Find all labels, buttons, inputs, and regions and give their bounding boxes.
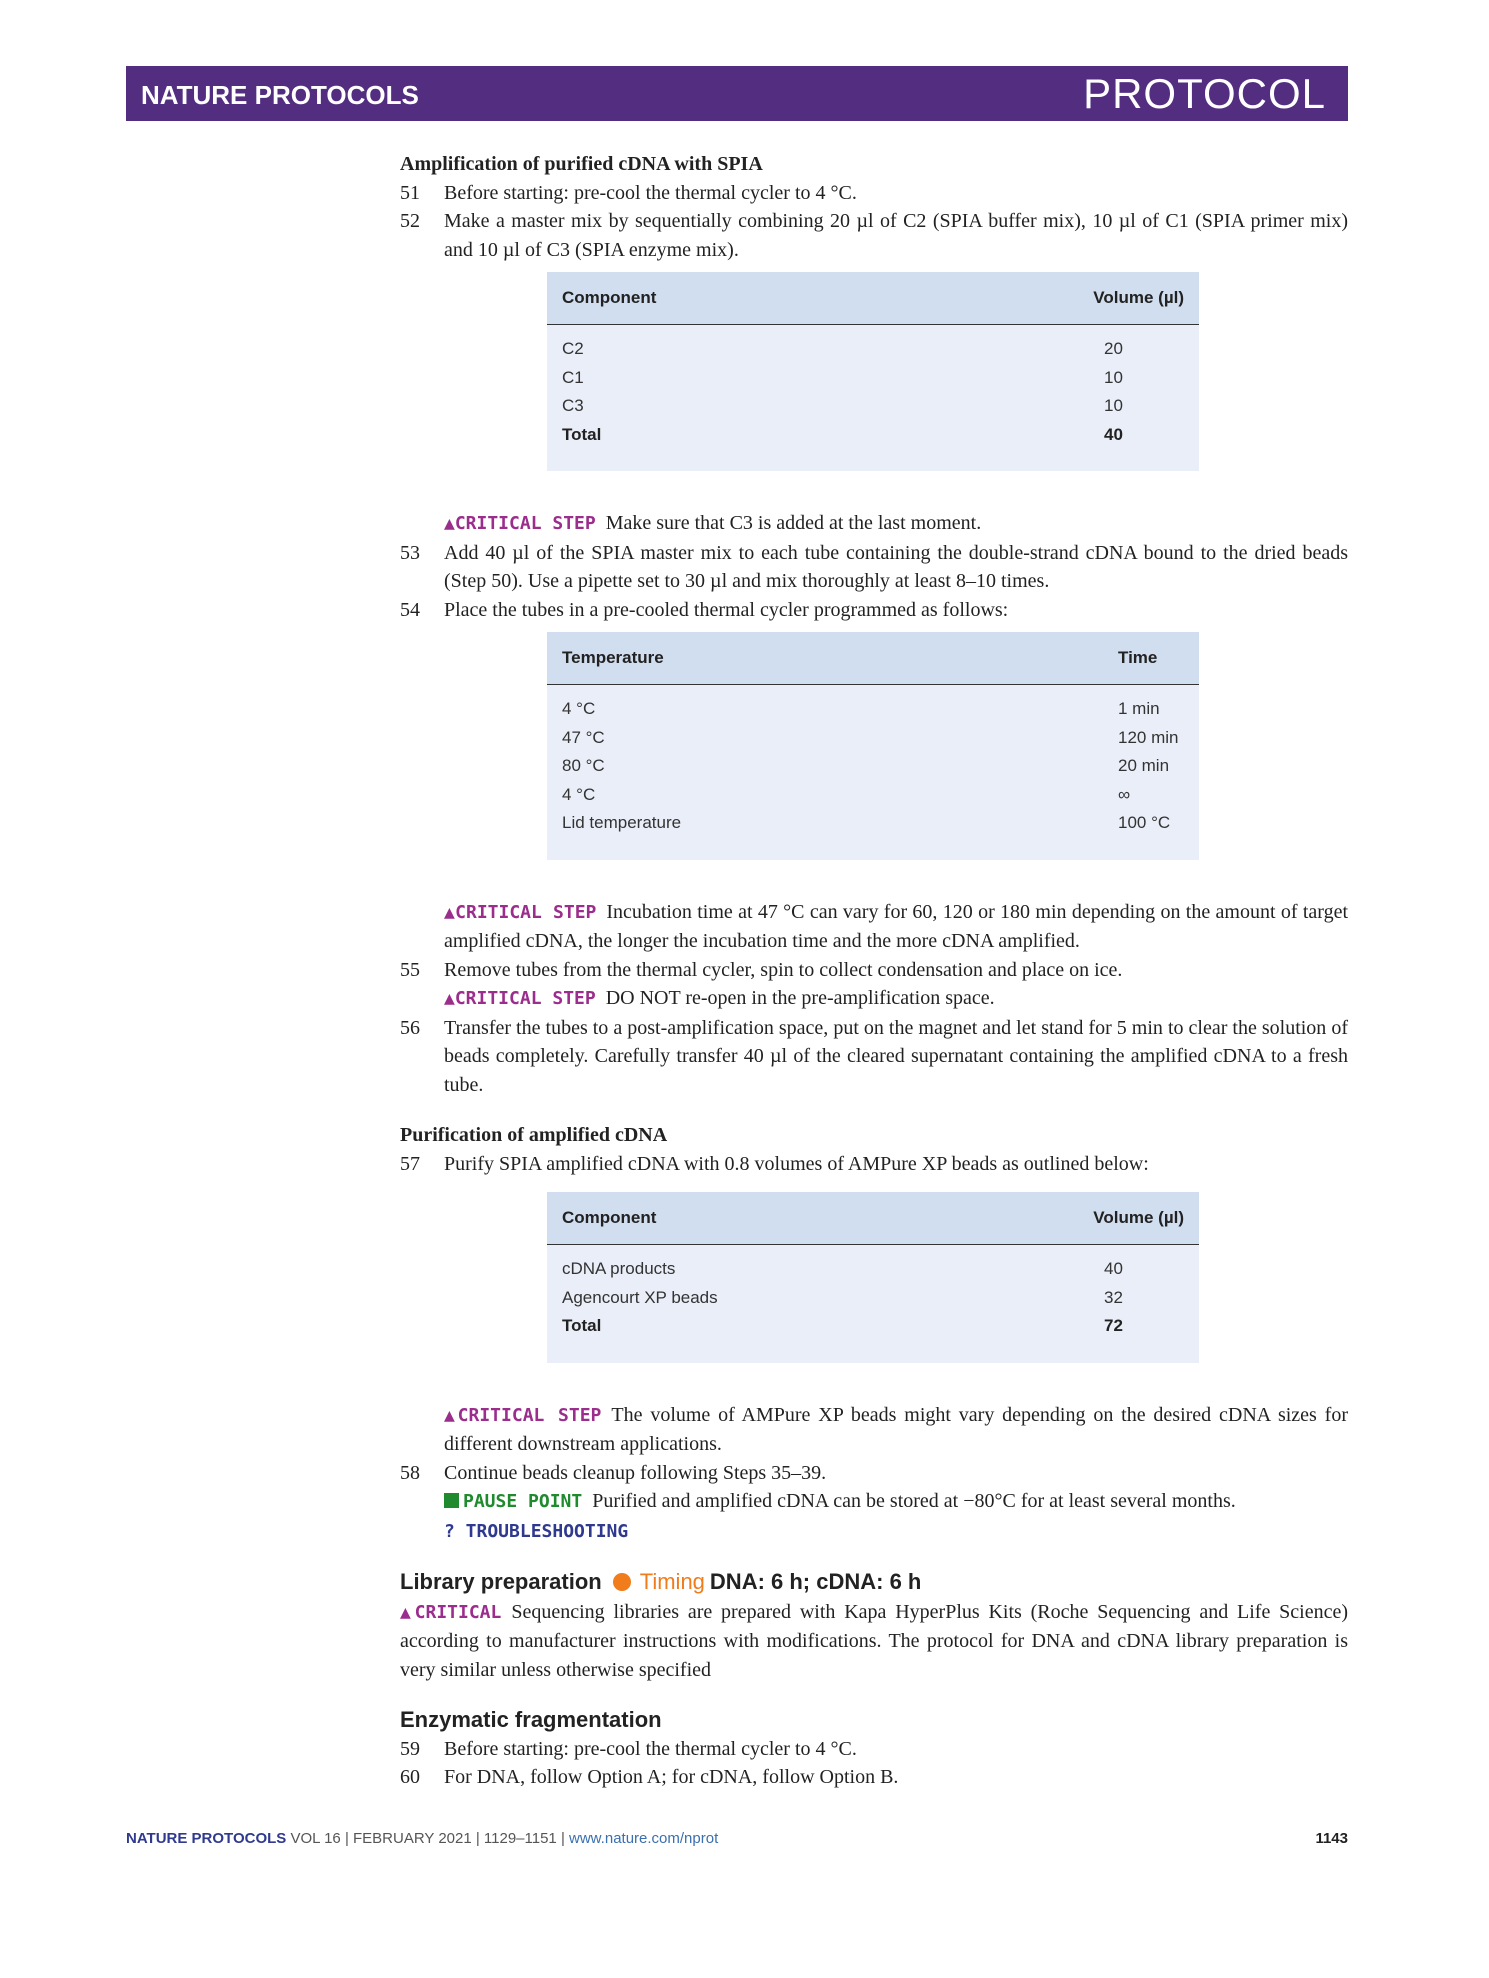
step-number: 58 (400, 1461, 420, 1484)
table-cell: 40 (1104, 424, 1123, 444)
table-row (562, 781, 1184, 810)
table-row-total (562, 421, 1184, 450)
table-cell: 47 °C (562, 727, 605, 747)
table-row (562, 1284, 1184, 1313)
table-cell: 40 (1104, 1259, 1123, 1278)
table-ampure-beads (547, 1192, 1199, 1363)
timing-dot-icon (613, 1573, 631, 1591)
step-57 (400, 1150, 1348, 1179)
critical-step-text: Incubation time at 47 °C can vary for 60, 120 or 180 min depending on the amount of target amplified cDNA, the longer the incubation time and the more cDNA amplified. (444, 900, 1349, 952)
pause-square-icon (444, 1493, 459, 1508)
step-number: 55 (400, 958, 420, 981)
timing-value: DNA: 6 h; cDNA: 6 h (709, 1569, 922, 1594)
table-cell: 4 °C (562, 699, 596, 718)
critical-label: ▲CRITICAL (400, 1601, 502, 1623)
header-banner (126, 66, 1348, 121)
table-cell: cDNA products (562, 1259, 676, 1278)
step-text: Continue beads cleanup following Steps 35–39. (444, 1461, 827, 1484)
section-heading-enzymatic-fragmentation: Enzymatic fragmentation (400, 1707, 662, 1732)
step-51 (400, 179, 1348, 208)
timing-label: Timing (639, 1569, 705, 1594)
critical-step-note (400, 509, 1348, 539)
section-heading-spia: Amplification of purified cDNA with SPIA (400, 153, 763, 175)
table-spia-master-mix (547, 272, 1199, 471)
table-cell: C2 (562, 339, 584, 358)
journal-name: NATURE PROTOCOLS (141, 80, 419, 110)
table-cell: 10 (1104, 367, 1123, 387)
step-53 (400, 539, 1348, 596)
step-text: Remove tubes from the thermal cycler, spin to collect condensation and place on ice. (444, 958, 1123, 981)
footer-citation: VOL 16 | FEBRUARY 2021 | 1129–1151 | (290, 1830, 565, 1847)
section-heading-library-prep: Library preparation (400, 1569, 602, 1594)
step-text: Before starting: pre-cool the thermal cycler to 4 °C. (444, 181, 857, 204)
table-row (562, 724, 1184, 753)
section-heading-purification: Purification of amplified cDNA (400, 1124, 668, 1146)
main-content (400, 150, 1348, 1792)
table-cell: Lid temperature (562, 813, 682, 832)
page-number: 1143 (1315, 1830, 1348, 1847)
critical-step-label: ▲CRITICAL STEP (444, 1404, 602, 1426)
article-type: PROTOCOL (1083, 70, 1326, 117)
table-cell: 10 (1104, 396, 1123, 415)
column-header: Time (1118, 647, 1158, 667)
table-cell: 20 min (1118, 756, 1170, 775)
troubleshooting-link-row (400, 1517, 1348, 1547)
table-header (547, 272, 1199, 325)
column-header: Temperature (562, 647, 664, 667)
step-54 (400, 596, 1348, 625)
critical-note (400, 1598, 1348, 1685)
step-59 (400, 1735, 1348, 1764)
table-cell: ∞ (1118, 784, 1131, 804)
column-header: Component (562, 287, 657, 307)
step-number: 53 (400, 541, 420, 564)
critical-text: Sequencing libraries are prepared with Kapa HyperPlus Kits (Roche Sequencing and Life Science) according to manufacturer instructions with modifications. The protocol for DNA and cDNA library preparation is very similar unless otherwise specified (400, 1600, 1348, 1681)
step-text: Add 40 µl of the SPIA master mix to each tube containing the double-strand cDNA bound to the dried beads (Step 50). Use a pipette set to 30 µl and mix thoroughly at least 8–10 times. (444, 541, 1348, 592)
step-text: Make a master mix by sequentially combining 20 µl of C2 (SPIA buffer mix), 10 µl of C1 (SPIA primer mix) and 10 µl of C3 (SPIA enzyme mix). (444, 210, 1348, 261)
table-row (562, 1255, 1184, 1284)
critical-step-text: DO NOT re-open in the pre-amplification space. (605, 987, 995, 1009)
table-thermal-program (547, 632, 1199, 860)
table-header (547, 1192, 1199, 1245)
column-header: Volume (µl) (1093, 287, 1184, 307)
footer-url-link[interactable]: www.nature.com/nprot (569, 1830, 719, 1847)
table-row (562, 364, 1184, 393)
table-row (562, 695, 1184, 724)
table-cell: Total (562, 424, 602, 444)
footer-journal: NATURE PROTOCOLS (126, 1830, 287, 1847)
critical-step-label: ▲CRITICAL STEP (444, 988, 596, 1009)
table-cell: 72 (1104, 1316, 1123, 1335)
step-55 (400, 956, 1348, 985)
critical-step-note (400, 1401, 1348, 1459)
critical-step-text: The volume of AMPure XP beads might vary depending on the desired cDNA sizes for different downstream applications. (444, 1403, 1348, 1455)
pause-point-label: PAUSE POINT (463, 1491, 583, 1512)
troubleshooting-link[interactable]: ? TROUBLESHOOTING (444, 1520, 629, 1542)
step-number: 52 (400, 210, 420, 232)
column-header: Component (562, 1207, 657, 1227)
table-cell: Total (562, 1316, 602, 1335)
table-row (562, 392, 1184, 421)
step-58 (400, 1459, 1348, 1488)
table-cell: 100 °C (1118, 813, 1171, 832)
pause-point-note (400, 1487, 1348, 1517)
table-cell: 80 °C (562, 756, 605, 775)
step-text: Purify SPIA amplified cDNA with 0.8 volumes of AMPure XP beads as outlined below: (444, 1152, 1149, 1175)
step-text: For DNA, follow Option A; for cDNA, follow Option B. (444, 1766, 899, 1788)
critical-step-text: Make sure that C3 is added at the last moment. (605, 512, 982, 534)
table-row (562, 809, 1184, 838)
table-cell: C3 (562, 396, 584, 415)
step-number: 59 (400, 1737, 420, 1760)
critical-step-note (400, 898, 1348, 956)
step-number: 57 (400, 1152, 420, 1175)
table-header (547, 632, 1199, 685)
critical-step-label: ▲CRITICAL STEP (444, 513, 596, 534)
table-cell: C1 (562, 367, 584, 387)
table-cell: 20 (1104, 339, 1123, 358)
step-number: 54 (400, 598, 420, 621)
table-row (562, 752, 1184, 781)
step-52 (400, 207, 1348, 264)
page-footer (126, 1830, 1348, 1847)
table-cell: 1 min (1118, 699, 1160, 718)
step-number: 51 (400, 181, 420, 204)
critical-step-note (400, 984, 1348, 1014)
step-text: Before starting: pre-cool the thermal cycler to 4 °C. (444, 1737, 857, 1760)
table-cell: 120 min (1118, 727, 1179, 747)
step-56 (400, 1014, 1348, 1100)
step-number: 60 (400, 1766, 420, 1788)
table-cell: 4 °C (562, 784, 596, 804)
table-row (562, 335, 1184, 364)
step-60 (400, 1763, 1348, 1792)
column-header: Volume (µl) (1093, 1207, 1184, 1227)
table-cell: 32 (1104, 1287, 1123, 1307)
pause-point-text: Purified and amplified cDNA can be stored at −80°C for at least several months. (592, 1490, 1236, 1512)
library-prep-heading-row (400, 1568, 1348, 1598)
critical-step-label: ▲CRITICAL STEP (444, 901, 597, 923)
step-text: Place the tubes in a pre-cooled thermal cycler programmed as follows: (444, 598, 1009, 621)
step-text: Transfer the tubes to a post-amplification space, put on the magnet and let stand for 5 min to clear the solution of beads completely. Carefully transfer 40 µl of the cleared supernatant containing the amplified cDNA to a fresh tube. (444, 1016, 1348, 1096)
table-cell: Agencourt XP beads (562, 1287, 718, 1307)
table-row-total (562, 1312, 1184, 1341)
step-number: 56 (400, 1016, 420, 1039)
